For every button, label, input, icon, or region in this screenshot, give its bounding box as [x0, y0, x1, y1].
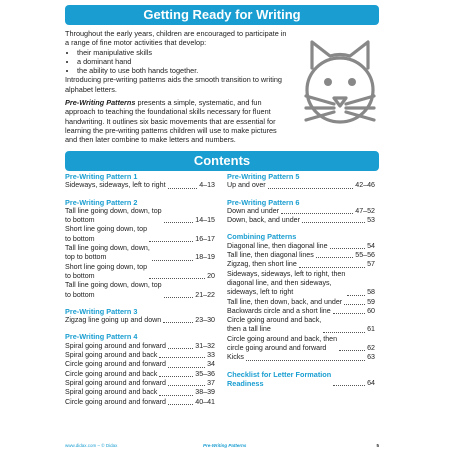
toc-entry-text: Up and over — [227, 181, 266, 190]
toc-entry-text: Spiral going around and forward — [65, 341, 166, 350]
toc-entry-pages: 54 — [367, 241, 375, 250]
toc-entry-text: Spiral going around and forward — [65, 378, 166, 387]
list-item: • the ability to use both hands together. — [77, 66, 290, 75]
toc-entry-text: Spiral going around and back — [65, 388, 158, 397]
dot-leader — [299, 267, 365, 268]
contents-title: Contents — [193, 153, 251, 168]
toc-section-title: Pre-Writing Pattern 1 — [65, 172, 138, 181]
toc-entry[interactable] — [65, 388, 215, 397]
intro-paragraph — [65, 98, 290, 144]
toc-entry-text: Circle going around and forward — [65, 397, 166, 406]
toc-entry-text: Short line going down, top to bottom — [65, 225, 148, 243]
toc-entry-text: Kicks — [227, 353, 244, 362]
toc-entry[interactable] — [227, 353, 375, 362]
toc-entry-text: Circle going around and back — [65, 369, 158, 378]
dot-leader — [281, 213, 353, 214]
dot-leader — [339, 350, 365, 351]
dot-leader — [159, 395, 193, 396]
toc-entry[interactable] — [65, 370, 215, 379]
toc-entry-pages: 42–46 — [355, 181, 375, 190]
toc-entry[interactable] — [65, 316, 215, 325]
toc-entry[interactable] — [65, 225, 215, 244]
toc-entry[interactable] — [65, 281, 215, 300]
toc-entry-pages: 58 — [367, 288, 375, 297]
toc-entry-pages: 40–41 — [195, 397, 215, 406]
toc-entry[interactable] — [65, 181, 215, 190]
toc-section-title: Pre-Writing Pattern 2 — [65, 197, 138, 207]
toc-entry[interactable] — [227, 298, 375, 307]
intro-text — [65, 29, 290, 145]
contents-left-column — [65, 172, 215, 407]
toc-entry-text: Spiral going around and back — [65, 351, 158, 360]
toc-entry[interactable] — [65, 207, 215, 226]
dot-leader — [164, 222, 194, 223]
toc-section-title: Checklist for Letter Formation Readiness — [227, 369, 332, 388]
list-item: • their manipulative skills — [77, 48, 290, 57]
dot-leader — [168, 348, 193, 349]
dot-leader — [159, 357, 205, 358]
toc-entry-pages: 57 — [367, 260, 375, 269]
dot-leader — [347, 295, 365, 296]
toc-entry-pages: 64 — [367, 378, 375, 387]
toc-entry-text: Tall line going down, down, top to bottom — [65, 206, 162, 225]
toc-entry-pages: 34 — [207, 360, 215, 369]
section-banner-contents — [65, 151, 379, 171]
toc-entry-pages: 60 — [367, 306, 375, 315]
toc-section-title: Pre-Writing Pattern 5 — [227, 172, 300, 181]
dot-leader — [163, 322, 193, 323]
toc-entry[interactable] — [227, 207, 375, 216]
dot-leader — [152, 260, 193, 261]
toc-entry[interactable] — [65, 351, 215, 360]
toc-entry[interactable] — [227, 335, 375, 354]
intro-paragraph-rest: presents a simple, systematic, and fun approach to teaching the foundational skills necessary for fluent handwriting. It outlines six basic movements that are essential for learning the pre-writing patterns children will use to make pictures and then later combine to make letters and numbers. — [65, 98, 277, 145]
dot-leader — [168, 188, 198, 189]
dot-leader — [168, 367, 205, 368]
dot-leader — [159, 376, 193, 377]
toc-entry-text: Diagonal line, then diagonal line — [227, 241, 328, 250]
dot-leader — [268, 188, 354, 189]
toc-entry[interactable] — [227, 316, 375, 335]
footer-copyright: www.didax.com – © Didax — [65, 443, 118, 448]
dot-leader — [168, 404, 193, 405]
dot-leader — [344, 304, 365, 305]
toc-entry[interactable] — [227, 242, 375, 251]
toc-entry-text: Short line going down, top to bottom — [65, 262, 148, 280]
dot-leader — [333, 385, 365, 386]
toc-entry-text: Tall line, then diagonal lines — [227, 251, 314, 260]
toc-entry[interactable] — [227, 181, 375, 190]
toc-entry-pages: 53 — [367, 216, 375, 225]
toc-section-title: Pre-Writing Pattern 6 — [227, 197, 300, 207]
toc-entry-pages: 33 — [207, 351, 215, 360]
footer-book-title: Pre-Writing Patterns — [203, 443, 247, 448]
toc-entry-text: Tall line, then down, back, and under — [227, 297, 343, 306]
dot-leader — [149, 241, 193, 242]
toc-entry-pages: 38–39 — [195, 388, 215, 397]
toc-entry[interactable] — [65, 379, 215, 388]
dot-leader — [246, 360, 365, 361]
cat-drawing-icon — [300, 38, 380, 126]
contents-right-column — [227, 172, 375, 388]
book-title: Pre-Writing Patterns — [65, 98, 136, 108]
toc-entry[interactable] — [227, 251, 375, 260]
toc-entry-text: Tall line going down, down, top to bottom — [65, 244, 150, 262]
toc-entry-text: Backwards circle and a short line — [227, 306, 331, 315]
dot-leader — [168, 385, 205, 386]
toc-entry[interactable] — [227, 260, 375, 269]
toc-entry-pages: 61 — [367, 325, 375, 334]
toc-entry-text: Down and under — [227, 206, 280, 215]
toc-entry-text: Circle going around and forward — [65, 360, 166, 369]
page-number: 5 — [376, 443, 379, 448]
toc-entry-text: Tall line going down, down, top to bottom — [65, 281, 162, 299]
toc-entry-pages: 21–22 — [195, 290, 215, 299]
dot-leader — [164, 297, 194, 298]
intro-paragraph: Throughout the early years, children are encouraged to participate in a range of fine motor activities that develop: — [65, 29, 287, 48]
dot-leader — [323, 332, 365, 333]
toc-entry-text: Circle going around and back, then a tall line — [227, 316, 322, 334]
toc-entry-pages: 16–17 — [195, 234, 215, 243]
toc-entry[interactable] — [65, 244, 215, 263]
toc-entry-pages: 14–15 — [195, 216, 215, 225]
toc-entry-pages: 59 — [367, 297, 375, 306]
list-item: • a dominant hand — [77, 57, 290, 66]
section-title: Getting Ready for Writing — [143, 7, 301, 22]
dot-leader — [316, 257, 354, 258]
dot-leader — [149, 278, 205, 279]
toc-entry-pages: 62 — [367, 344, 375, 353]
dot-leader — [330, 248, 366, 249]
toc-entry[interactable] — [227, 307, 375, 316]
toc-entry-text: Sideways, sideways, left to right, then diagonal line, and then sideways, sideways, left to right — [227, 269, 346, 297]
toc-entry-text: Down, back, and under — [227, 216, 300, 225]
skills-list — [65, 48, 290, 76]
toc-section-title: Combining Patterns — [227, 232, 297, 242]
toc-entry-pages: 4–13 — [199, 181, 215, 190]
toc-entry-pages: 37 — [207, 378, 215, 387]
toc-entry-pages: 55–56 — [355, 251, 375, 260]
toc-entry[interactable] — [227, 270, 375, 298]
section-banner-getting-ready — [65, 5, 379, 25]
toc-entry-text: Sideways, sideways, left to right — [65, 181, 166, 190]
intro-paragraph: Introducing pre-writing patterns aids the smooth transition to writing alphabet letters. — [65, 75, 282, 94]
toc-entry-pages: 18–19 — [195, 253, 215, 262]
toc-entry-pages: 23–30 — [195, 316, 215, 325]
toc-entry-pages: 35–36 — [195, 369, 215, 378]
toc-entry[interactable] — [65, 360, 215, 369]
toc-entry-pages: 47–52 — [355, 206, 375, 215]
toc-entry-checklist[interactable] — [227, 370, 375, 389]
toc-entry-text: Zigzag line going up and down — [65, 316, 162, 325]
toc-section-title: Pre-Writing Pattern 3 — [65, 306, 138, 316]
toc-section-title: Pre-Writing Pattern 4 — [65, 332, 138, 342]
toc-entry[interactable] — [65, 398, 215, 407]
dot-leader — [302, 222, 365, 223]
toc-entry-pages: 20 — [207, 271, 215, 280]
dot-leader — [333, 313, 365, 314]
toc-entry-pages: 31–32 — [195, 341, 215, 350]
toc-entry-text: Zigzag, then short line — [227, 260, 297, 269]
toc-entry[interactable] — [227, 216, 375, 225]
toc-entry-pages: 63 — [367, 353, 375, 362]
toc-entry-text: Circle going around and back, then circle going around and forward — [227, 334, 338, 353]
toc-entry[interactable] — [65, 342, 215, 351]
toc-entry[interactable] — [65, 263, 215, 282]
